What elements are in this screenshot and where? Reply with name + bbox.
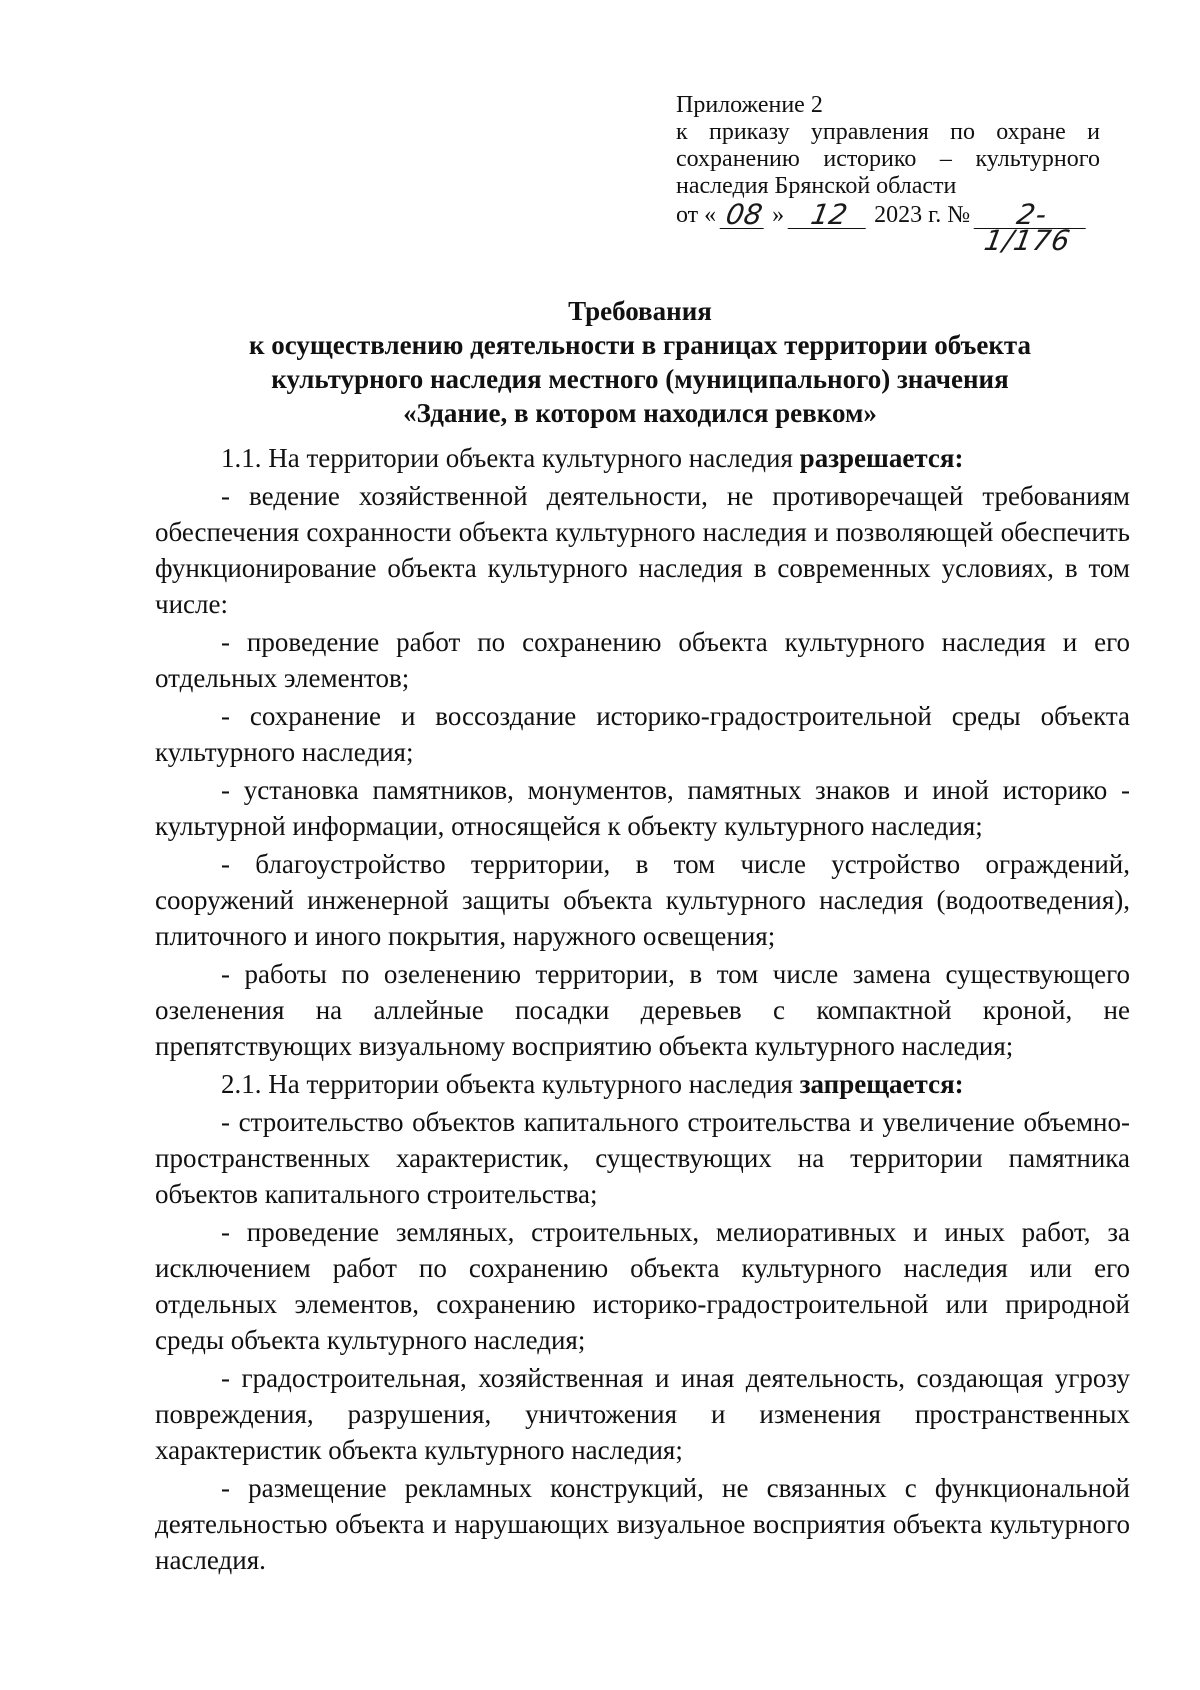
order-date-line (676, 198, 1100, 257)
handwritten-order-number: 2-1/176 (974, 202, 1091, 229)
section-allowed-text: 1.1. На территории объекта культурного наследия (221, 443, 800, 473)
handwritten-month: 12 (788, 202, 871, 229)
date-year-text: 2023 г. № (874, 202, 971, 228)
appendix-line-2: сохранению историко – культурного (676, 146, 1100, 172)
date-prefix: от « (676, 202, 717, 228)
section-allowed-keyword: разрешается: (799, 443, 964, 473)
allowed-item-preservation-works: - проведение работ по сохранению объекта культурного наследия и его отдельных элементов; (155, 627, 1130, 693)
title-line-4: «Здание, в котором находился ревком» (403, 398, 877, 428)
allowed-item-monuments: - установка памятников, монументов, памятных знаков и иной историко - культурной информации, относящейся к объекту культурного наследия; (155, 775, 1130, 841)
allowed-item-greening: - работы по озеленению территории, в том числе замена существующего озеленения на аллейные посадки деревьев с компактной кроной, не препятствующих визуальному восприятию объекта культурного наследия; (155, 959, 1130, 1061)
prohibited-item-earthworks: - проведение земляных, строительных, мелиоративных и иных работ, за исключением работ по сохранению объекта культурного наследия или его отдельных элементов, сохранению историко-градостроительной или природной среды объекта культурного наследия; (155, 1217, 1130, 1355)
allowed-item-landscaping: - благоустройство территории, в том числе устройство ограждений, сооружений инженерной защиты объекта культурного наследия (водоотведения), плиточного и иного покрытия, наружного освещения; (155, 849, 1130, 951)
section-prohibited-keyword: запрещается: (799, 1069, 964, 1099)
title-line-2: к осуществлению деятельности в границах территории объекта (248, 330, 1032, 360)
section-prohibited-heading (155, 1066, 1130, 1102)
appendix-line-1: к приказу управления по охране и (676, 119, 1100, 145)
appendix-reference (676, 92, 1100, 257)
title-line-3: культурного наследия местного (муниципального) значения (271, 364, 1009, 394)
document-body (155, 440, 1130, 1578)
prohibited-item-threatening-activity: - градостроительная, хозяйственная и иная деятельность, создающая угрозу повреждения, разрушения, уничтожения и изменения пространственных характеристик объекта культурного наследия; (155, 1363, 1130, 1465)
date-mid: » (772, 202, 785, 228)
title-line-1: Требования (568, 296, 712, 326)
section-prohibited-text: 2.1. На территории объекта культурного наследия (221, 1069, 800, 1099)
handwritten-day: 08 (720, 202, 769, 229)
allowed-item-urban-environment: - сохранение и воссоздание историко-градостроительной среды объекта культурного наследия; (155, 701, 1130, 767)
prohibited-item-construction: - строительство объектов капитального строительства и увеличение объемно-пространственных характеристик, существующих на территории памятника объектов капитального строительства; (155, 1107, 1130, 1209)
document-title (150, 294, 1130, 430)
section-allowed-heading (155, 440, 1130, 476)
allowed-item-economic-activity: - ведение хозяйственной деятельности, не противоречащей требованиям обеспечения сохранности объекта культурного наследия и позволяющей обеспечить функционирование объекта культурного наследия в современных условиях, в том числе: (155, 481, 1130, 619)
appendix-label: Приложение 2 (676, 92, 823, 118)
prohibited-item-advertising: - размещение рекламных конструкций, не связанных с функциональной деятельностью объекта и нарушающих визуальное восприятия объекта культурного наследия. (155, 1473, 1130, 1575)
appendix-line-3: наследия Брянской области (676, 173, 957, 199)
